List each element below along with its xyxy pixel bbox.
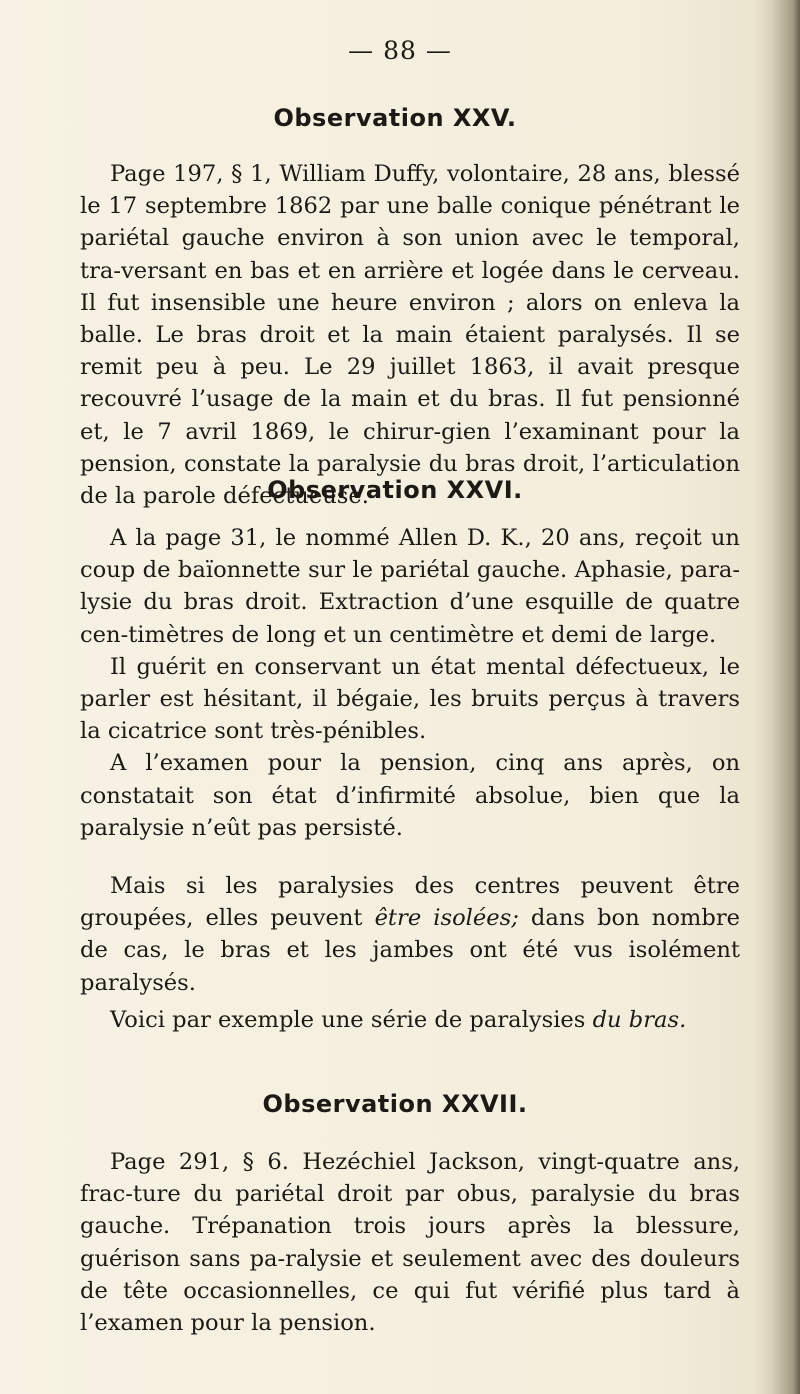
interlude-paragraph-2: [80, 1004, 740, 1036]
italic-text: du bras.: [592, 1007, 687, 1033]
page-edge-shadow: [752, 0, 800, 1394]
page-number: — 88 —: [348, 36, 452, 65]
text-run: Mais si les paralysies des centres peuvent être groupées, elles peuvent: [80, 873, 740, 932]
italic-text: être isolées;: [374, 905, 519, 932]
paragraph: Il guérit en conservant un état mental défectueux, le parler est hésitant, il bégaie, les bruits perçus à travers la cicatrice sont très-pénibles.: [80, 653, 740, 745]
heading-observation-xxvi: Observation XXVI.: [267, 476, 523, 504]
observation-xxv-text: [80, 158, 740, 512]
paragraph: A la page 31, le nommé Allen D. K., 20 ans, reçoit un coup de baïonnette sur le pariétal gauche. Aphasie, para-lysie du bras droit. Extraction d’une esquille de quatre cen-timètres de long et un centimètre et demi de large.: [80, 525, 740, 648]
paragraph: Page 291, § 6. Hezéchiel Jackson, vingt-quatre ans, frac-ture du pariétal droit par obus, paralysie du bras gauche. Trépanation trois jours après la blessure, guérison sans pa-ralysie et seulement avec des douleurs de tête occasionnelles, ce qui fut vérifié plus tard à l’examen pour la pension.: [80, 1149, 740, 1337]
text-run: dans bon nombre de cas, le bras et les jambes ont été vus isolément paralysés.: [80, 905, 740, 996]
interlude-paragraph-1: [80, 870, 740, 999]
paragraph: [80, 870, 740, 999]
heading-observation-xxv: Observation XXV.: [273, 104, 517, 132]
text-run: Voici par exemple une série de paralysies: [110, 1007, 593, 1033]
paragraph: [80, 1004, 740, 1036]
observation-xxvi-text: [80, 522, 740, 844]
paragraph: Page 197, § 1, William Duffy, volontaire, 28 ans, blessé le 17 septembre 1862 par une balle conique pénétrant le pariétal gauche environ à son union avec le temporal, tra-versant en bas et en arrière et logée dans le cerveau. Il fut insensible une heure environ ; alors on enleva la balle. Le bras droit et la main étaient paralysés. Il se remit peu à peu. Le 29 juillet 1863, il avait presque recouvré l’usage de la main et du bras. Il fut pensionné et, le 7 avril 1869, le chirur-gien l’examinant pour la pension, constate la paralysie du bras droit, l’articulation de la parole défectueuse.: [80, 161, 740, 510]
paragraph: A l’examen pour la pension, cinq ans après, on constatait son état d’infirmité absolue, bien que la paralysie n’eût pas persisté.: [80, 750, 740, 841]
heading-observation-xxvii: Observation XXVII.: [262, 1090, 528, 1118]
observation-xxvii-text: [80, 1146, 740, 1339]
